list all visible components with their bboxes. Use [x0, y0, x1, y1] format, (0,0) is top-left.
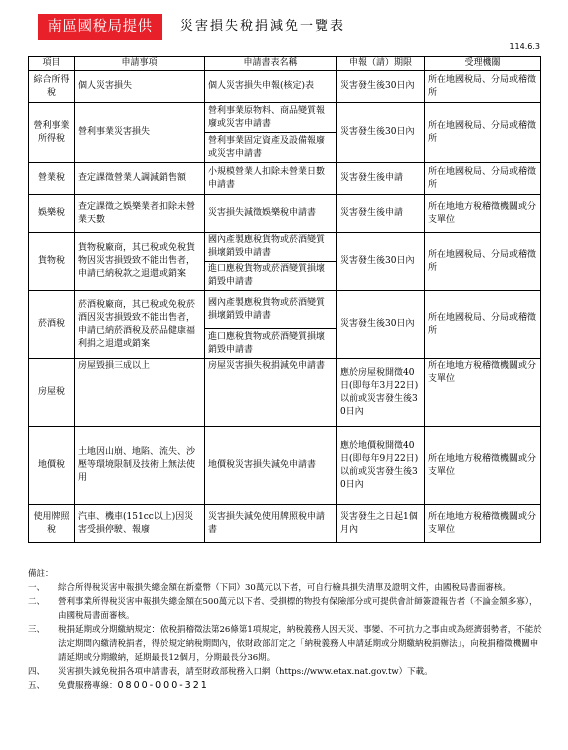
tax-item: 營業稅 [29, 163, 75, 195]
table-row [29, 359, 541, 427]
agency: 所在地地方稅稽徵機關或分支單位 [425, 359, 541, 427]
table-row [29, 505, 541, 543]
note-number: 二、 [28, 597, 46, 607]
agency: 所在地地方稅稽徵機關或分支單位 [425, 195, 541, 233]
note-number: 四、 [28, 667, 46, 677]
form-name: 國內產製應稅貨物或菸酒變質損壞銷毀申請書 [205, 233, 337, 262]
tax-item: 房屋稅 [29, 359, 75, 427]
table-row [29, 427, 541, 505]
deadline: 災害發生後申請 [337, 195, 425, 233]
notes-heading: 備註： [28, 569, 54, 579]
form-name: 營利事業原物料、商品變質報廢或災害申請書 [205, 103, 337, 133]
deadline: 災害發生後30日內 [337, 233, 425, 291]
note-number: 五、 [28, 681, 46, 691]
notes-section [28, 567, 543, 693]
tax-item: 營利事業所得稅 [29, 103, 75, 163]
table-row [29, 233, 541, 262]
disaster-relief-table [28, 56, 541, 543]
deadline: 應於地價稅開徵40日(即每年9月22日)以前或災害發生後30日內 [337, 427, 425, 505]
table-row [29, 195, 541, 233]
form-name: 進口應稅貨物或菸酒變質損壞銷毀申請書 [205, 262, 337, 291]
apply-matter: 營利事業災害損失 [75, 103, 205, 163]
tax-item: 菸酒稅 [29, 291, 75, 359]
agency: 所在地國稅局、分局或稽徵所 [425, 103, 541, 163]
col-header-deadline: 申報（請）期限 [337, 57, 425, 71]
apply-matter: 查定課徵之娛樂業者扣除未營業天數 [75, 195, 205, 233]
hotline-label: 免費服務專線： [58, 681, 118, 691]
apply-matter: 貨物稅廠商，其已稅或免稅貨物因災害損毀致不能出售者，申請已納稅款之退還或銷案 [75, 233, 205, 291]
note-text: 營利事業所得稅災害申報損失總金額在500萬元以下者、受損標的物投有保險部分或可提供會計師簽證報告者（不論金額多寡），由國稅局書面審核。 [58, 597, 538, 621]
form-name: 營利事業固定資產及設備報廢或災害申請書 [205, 133, 337, 163]
agency: 所在地國稅局、分局或稽徵所 [425, 163, 541, 195]
agency: 所在地國稅局、分局或稽徵所 [425, 71, 541, 103]
note-text: 綜合所得稅災害申報損失總金額在新臺幣（下同）30萬元以下者，可自行檢具損失清單及證明文件，由國稅局書面審核。 [58, 583, 511, 593]
note-text [58, 679, 543, 693]
tax-item: 地價稅 [29, 427, 75, 505]
tax-item: 使用牌照稅 [29, 505, 75, 543]
agency: 所在地地方稅稽徵機關或分支單位 [425, 505, 541, 543]
form-name: 小規模營業人扣除未營業日數申請書 [205, 163, 337, 195]
tax-item: 貨物稅 [29, 233, 75, 291]
document-date: 114.6.3 [509, 42, 540, 51]
col-header-item: 項目 [29, 57, 75, 71]
tax-item: 綜合所得稅 [29, 71, 75, 103]
apply-matter: 個人災害損失 [75, 71, 205, 103]
apply-matter: 土地因山崩、地陷、流失、沙壓等環境限制及技術上無法使用 [75, 427, 205, 505]
deadline: 災害發生之日起1個月內 [337, 505, 425, 543]
table-row [29, 291, 541, 329]
deadline: 災害發生後30日內 [337, 71, 425, 103]
agency: 所在地地方稅稽徵機關或分支單位 [425, 427, 541, 505]
note-text: 災害損失減免稅捐各項申請書表，請至財政部稅務入口網（https://www.etax.nat.gov.tw）下載。 [58, 667, 433, 677]
note-item [28, 581, 543, 595]
deadline: 應於房屋稅開徵40日(即每年3月22日)以前或災害發生後30日內 [337, 359, 425, 427]
note-item [28, 595, 543, 623]
note-number: 三、 [28, 625, 46, 635]
apply-matter: 查定課徵營業人調減銷售額 [75, 163, 205, 195]
form-name: 個人災害損失申報(核定)表 [205, 71, 337, 103]
hotline-number: 0800-000-321 [117, 680, 209, 691]
note-item [28, 679, 543, 693]
form-name: 地價稅災害損失減免申請書 [205, 427, 337, 505]
deadline: 災害發生後申請 [337, 163, 425, 195]
tax-item: 娛樂稅 [29, 195, 75, 233]
col-header-agency: 受理機關 [425, 57, 541, 71]
deadline: 災害發生後30日內 [337, 291, 425, 359]
table-row [29, 103, 541, 133]
table-row [29, 163, 541, 195]
apply-matter: 菸酒稅廠商，其已稅或免稅菸酒因災害損毀致不能出售者，申請已納菸酒稅及菸品健康福利捐之退還或銷案 [75, 291, 205, 359]
form-name: 國內產製應稅貨物或菸酒變質損壞銷毀申請書 [205, 291, 337, 329]
form-name: 進口應稅貨物或菸酒變質損壞銷毀申請書 [205, 329, 337, 359]
bureau-badge: 南區國稅局提供 [38, 14, 162, 40]
note-item [28, 665, 543, 679]
deadline: 災害發生後30日內 [337, 103, 425, 163]
col-header-matter: 申請事項 [75, 57, 205, 71]
note-text: 稅捐延期或分期繳納規定：依稅捐稽徵法第26條第1項規定，納稅義務人因天災、事變、不可抗力之事由或為經濟弱勢者，不能於法定期間內繳清稅捐者，得於規定納稅期間內，依財政部訂定之「納稅義務人申請延期或分期繳納稅捐辦法」，向稅捐稽徵機關申請延期或分期繳納，延期最長12個月，分期最長分36期。 [58, 625, 542, 663]
agency: 所在地國稅局、分局或稽徵所 [425, 233, 541, 291]
form-name: 災害損失減徵娛樂稅申請書 [205, 195, 337, 233]
table-header-row [29, 57, 541, 71]
agency: 所在地國稅局、分局或稽徵所 [425, 291, 541, 359]
page-title: 災害損失稅捐減免一覽表 [180, 19, 346, 34]
note-number: 一、 [28, 583, 46, 593]
table-row [29, 71, 541, 103]
col-header-form: 申請書表名稱 [205, 57, 337, 71]
note-item [28, 623, 543, 665]
apply-matter: 汽車、機車(151cc以上)因災害受損停駛、報廢 [75, 505, 205, 543]
form-name: 房屋災害損失稅捐減免申請書 [205, 359, 337, 427]
form-name: 災害損失減免使用牌照稅申請書 [205, 505, 337, 543]
apply-matter: 房屋毀損三成以上 [75, 359, 205, 427]
